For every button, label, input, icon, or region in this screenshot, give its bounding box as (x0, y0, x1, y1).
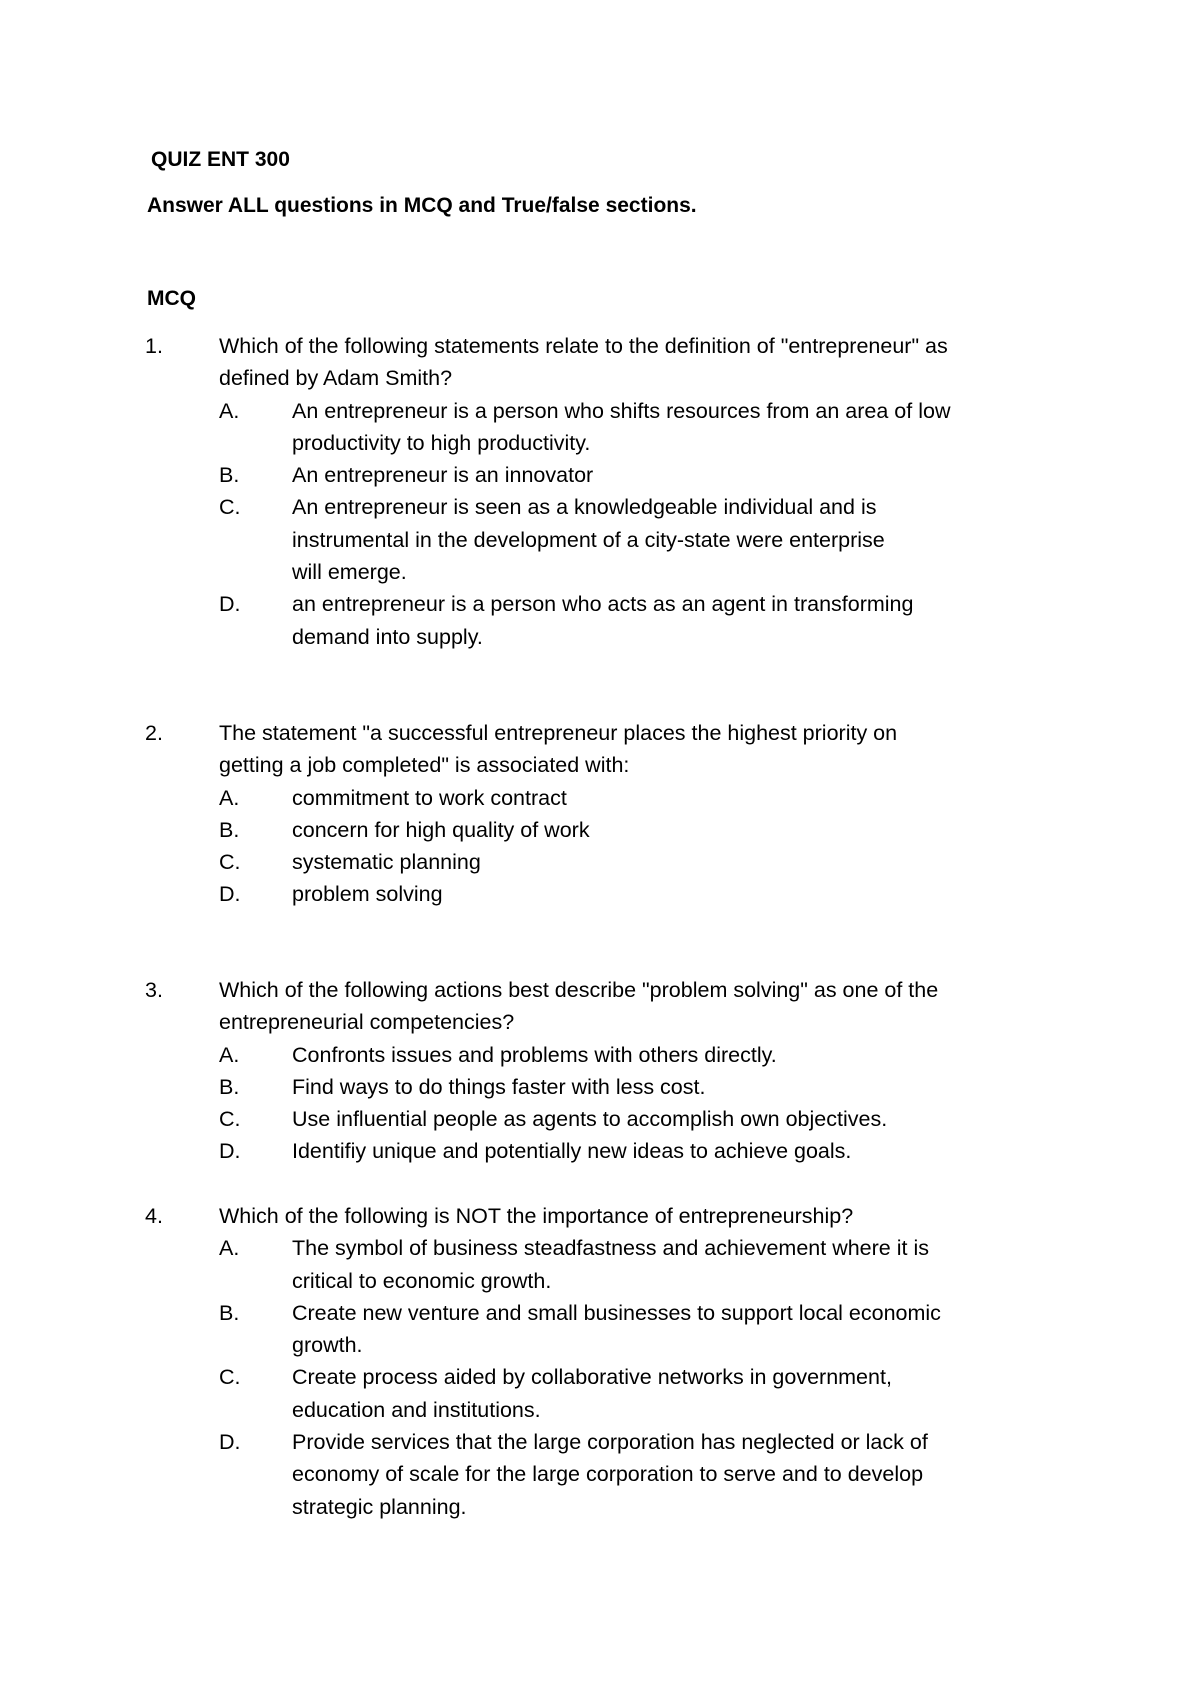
question-stem (145, 1200, 1065, 1232)
option-letter: C. (219, 1107, 241, 1132)
stem-line: Which of the following actions best describe "problem solving" as one of the (219, 978, 939, 1002)
question-number: 1. (145, 334, 163, 358)
question-number: 4. (145, 1204, 163, 1228)
option-d (219, 1135, 1065, 1167)
option-text-line: Create process aided by collaborative networks in government, (292, 1365, 892, 1390)
option-letter: C. (219, 850, 241, 875)
option-text-line: will emerge. (292, 560, 407, 585)
option-text-line: Create new venture and small businesses to support local economic (292, 1300, 941, 1325)
option-text-line: concern for high quality of work (292, 817, 590, 842)
option-a (219, 782, 1065, 814)
option-text-line: productivity to high productivity. (292, 430, 591, 455)
option-text-line: Identifiy unique and potentially new ideas to achieve goals. (292, 1139, 852, 1164)
option-a (219, 1039, 1065, 1071)
option-letter: D. (219, 882, 241, 907)
option-text-line: An entrepreneur is seen as a knowledgeable individual and is (292, 495, 877, 520)
option-text-line: Find ways to do things faster with less cost. (292, 1074, 706, 1099)
question-stem (145, 974, 1065, 1039)
option-text-line: commitment to work contract (292, 785, 567, 810)
option-b (219, 1071, 1065, 1103)
option-b (219, 1297, 1065, 1362)
option-c (219, 491, 1065, 588)
question-number: 2. (145, 721, 163, 745)
question-number: 3. (145, 978, 163, 1002)
option-text-line: An entrepreneur is a person who shifts resources from an area of low (292, 398, 951, 423)
option-d (219, 1426, 1065, 1523)
option-letter: A. (219, 398, 240, 423)
option-b (219, 814, 1065, 846)
question-2 (145, 717, 1065, 911)
option-letter: A. (219, 1042, 240, 1067)
option-b (219, 459, 1065, 491)
stem-line: Which of the following is NOT the importance of entrepreneurship? (219, 1204, 854, 1228)
option-letter: D. (219, 1430, 241, 1455)
question-3 (145, 974, 1065, 1168)
option-letter: D. (219, 592, 241, 617)
option-d (219, 588, 1065, 653)
option-text-line: problem solving (292, 882, 443, 907)
quiz-instruction: Answer ALL questions in MCQ and True/false sections. (147, 194, 697, 217)
option-letter: C. (219, 495, 241, 520)
quiz-title: QUIZ ENT 300 (151, 148, 290, 171)
option-text-line: an entrepreneur is a person who acts as an agent in transforming (292, 592, 914, 617)
stem-line: The statement "a successful entrepreneur places the highest priority on (219, 721, 898, 745)
option-text-line: systematic planning (292, 850, 481, 875)
option-text-line: demand into supply. (292, 624, 483, 649)
option-text-line: The symbol of business steadfastness and achievement where it is (292, 1236, 929, 1261)
option-text-line: strategic planning. (292, 1494, 467, 1519)
option-letter: C. (219, 1365, 241, 1390)
option-letter: B. (219, 463, 240, 488)
option-c (219, 1361, 1065, 1426)
option-letter: B. (219, 817, 240, 842)
option-text-line: economy of scale for the large corporation to serve and to develop (292, 1462, 924, 1487)
option-text-line: Confronts issues and problems with others directly. (292, 1042, 777, 1067)
option-letter: B. (219, 1074, 240, 1099)
option-text-line: Use influential people as agents to accomplish own objectives. (292, 1107, 888, 1132)
option-a (219, 395, 1065, 460)
question-1 (145, 330, 1065, 653)
option-text-line: An entrepreneur is an innovator (292, 463, 594, 488)
option-letter: A. (219, 785, 240, 810)
option-text-line: education and institutions. (292, 1397, 541, 1422)
option-text-line: instrumental in the development of a city-state were enterprise (292, 527, 885, 552)
option-letter: D. (219, 1139, 241, 1164)
section-heading-mcq: MCQ (147, 287, 196, 310)
option-text-line: critical to economic growth. (292, 1268, 552, 1293)
stem-line: Which of the following statements relate to the definition of "entrepreneur" as (219, 334, 948, 358)
stem-line: defined by Adam Smith? (219, 366, 453, 391)
option-letter: A. (219, 1236, 240, 1261)
stem-line: getting a job completed" is associated with: (219, 753, 630, 778)
option-c (219, 1103, 1065, 1135)
option-text-line: growth. (292, 1333, 363, 1358)
question-4 (145, 1200, 1065, 1523)
option-c (219, 846, 1065, 878)
option-letter: B. (219, 1300, 240, 1325)
option-d (219, 878, 1065, 910)
stem-line: entrepreneurial competencies? (219, 1010, 515, 1035)
option-a (219, 1232, 1065, 1297)
question-stem (145, 717, 1065, 782)
question-stem (145, 330, 1065, 395)
option-text-line: Provide services that the large corporation has neglected or lack of (292, 1430, 928, 1455)
